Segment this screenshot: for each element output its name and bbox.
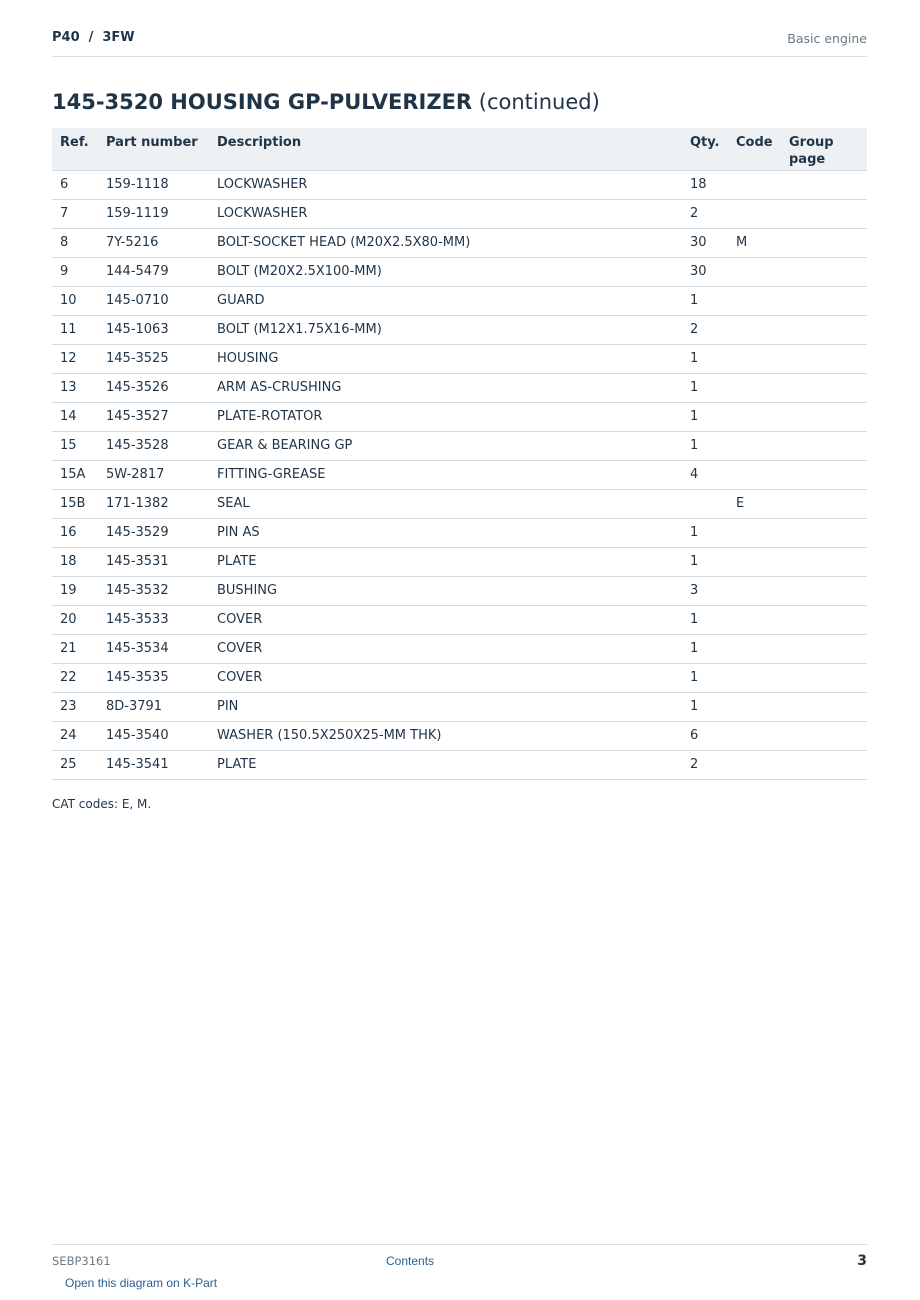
cell-qty: 1 (682, 431, 728, 460)
title-suffix: (continued) (478, 90, 600, 114)
col-header-part-number: Part number (98, 128, 209, 170)
cell-qty: 30 (682, 257, 728, 286)
table-row (52, 431, 867, 460)
cell-ref: 23 (52, 692, 98, 721)
cell-qty: 2 (682, 199, 728, 228)
table-row (52, 663, 867, 692)
open-kpart-link[interactable]: Open this diagram on K-Part (65, 1276, 218, 1290)
contents-link[interactable]: Contents (386, 1254, 435, 1268)
cell-ref: 14 (52, 402, 98, 431)
cell-part-number: 7Y-5216 (98, 228, 209, 257)
cell-part-number: 145-3535 (98, 663, 209, 692)
table-row (52, 199, 867, 228)
cell-group-page (781, 489, 867, 518)
cell-part-number: 145-3541 (98, 750, 209, 779)
cell-qty: 1 (682, 605, 728, 634)
cell-qty: 1 (682, 547, 728, 576)
cell-code: E (728, 489, 781, 518)
cat-codes-note: CAT codes: E, M. (52, 797, 152, 811)
cell-group-page (781, 170, 867, 199)
cell-code: M (728, 228, 781, 257)
cell-part-number: 145-3526 (98, 373, 209, 402)
group-title: 145-3520 HOUSING GP-PULVERIZER (52, 90, 473, 114)
cell-qty: 1 (682, 373, 728, 402)
cell-group-page (781, 692, 867, 721)
page-number: 3 (857, 1253, 867, 1269)
cell-part-number: 145-0710 (98, 286, 209, 315)
cell-description: COVER (209, 605, 682, 634)
col-header-description: Description (209, 128, 682, 170)
cell-part-number: 171-1382 (98, 489, 209, 518)
table-row (52, 373, 867, 402)
cell-group-page (781, 228, 867, 257)
cell-qty: 1 (682, 634, 728, 663)
cell-ref: 18 (52, 547, 98, 576)
cell-ref: 12 (52, 344, 98, 373)
cell-group-page (781, 402, 867, 431)
cell-code (728, 286, 781, 315)
table-header-row (52, 128, 867, 170)
cell-code (728, 634, 781, 663)
table-row (52, 634, 867, 663)
cell-ref: 13 (52, 373, 98, 402)
cell-description: SEAL (209, 489, 682, 518)
cell-ref: 15 (52, 431, 98, 460)
table-row (52, 315, 867, 344)
breadcrumb (52, 30, 135, 45)
cell-group-page (781, 634, 867, 663)
cell-ref: 19 (52, 576, 98, 605)
table-row (52, 518, 867, 547)
cell-ref: 24 (52, 721, 98, 750)
table-row (52, 692, 867, 721)
cell-code (728, 373, 781, 402)
cell-qty: 30 (682, 228, 728, 257)
cell-qty: 1 (682, 402, 728, 431)
cell-ref: 7 (52, 199, 98, 228)
cell-ref: 8 (52, 228, 98, 257)
section-label: Basic engine (787, 31, 867, 46)
cell-group-page (781, 257, 867, 286)
cell-code (728, 576, 781, 605)
cell-part-number: 159-1119 (98, 199, 209, 228)
cell-description: GUARD (209, 286, 682, 315)
col-header-ref: Ref. (52, 128, 98, 170)
cell-ref: 16 (52, 518, 98, 547)
cell-code (728, 344, 781, 373)
cell-description: BUSHING (209, 576, 682, 605)
cell-qty: 2 (682, 315, 728, 344)
cell-description: HOUSING (209, 344, 682, 373)
cell-part-number: 144-5479 (98, 257, 209, 286)
cell-part-number: 145-1063 (98, 315, 209, 344)
cell-qty: 3 (682, 576, 728, 605)
page-footer (52, 1244, 867, 1275)
cell-code (728, 692, 781, 721)
cell-group-page (781, 373, 867, 402)
document-id: SEBP3161 (52, 1254, 111, 1268)
cell-description: GEAR & BEARING GP (209, 431, 682, 460)
cell-group-page (781, 199, 867, 228)
cell-group-page (781, 431, 867, 460)
cell-group-page (781, 721, 867, 750)
cell-part-number: 145-3540 (98, 721, 209, 750)
cell-part-number: 145-3534 (98, 634, 209, 663)
cell-qty: 4 (682, 460, 728, 489)
cell-group-page (781, 750, 867, 779)
cell-description: LOCKWASHER (209, 170, 682, 199)
cell-qty: 1 (682, 518, 728, 547)
cell-qty: 1 (682, 286, 728, 315)
table-row (52, 489, 867, 518)
cell-description: LOCKWASHER (209, 199, 682, 228)
cell-code (728, 605, 781, 634)
table-row (52, 721, 867, 750)
cell-group-page (781, 518, 867, 547)
cell-description: PIN AS (209, 518, 682, 547)
cell-group-page (781, 315, 867, 344)
cell-code (728, 750, 781, 779)
cell-code (728, 402, 781, 431)
page-header (52, 28, 867, 57)
cell-description: BOLT (M12X1.75X16-MM) (209, 315, 682, 344)
cell-description: BOLT-SOCKET HEAD (M20X2.5X80-MM) (209, 228, 682, 257)
cell-part-number: 5W-2817 (98, 460, 209, 489)
col-header-code: Code (728, 128, 781, 170)
parts-table (52, 128, 867, 780)
cell-ref: 15A (52, 460, 98, 489)
table-row (52, 257, 867, 286)
cell-code (728, 170, 781, 199)
cell-ref: 22 (52, 663, 98, 692)
serial-prefix-label: 3FW (102, 30, 135, 45)
table-row (52, 750, 867, 779)
cell-description: PLATE (209, 750, 682, 779)
cell-description: PLATE-ROTATOR (209, 402, 682, 431)
breadcrumb-separator: / (88, 30, 94, 45)
cell-qty: 18 (682, 170, 728, 199)
cell-part-number: 8D-3791 (98, 692, 209, 721)
parts-table-body (52, 170, 867, 779)
cell-ref: 21 (52, 634, 98, 663)
cell-qty (682, 489, 728, 518)
cell-qty: 6 (682, 721, 728, 750)
cell-description: PLATE (209, 547, 682, 576)
cell-part-number: 159-1118 (98, 170, 209, 199)
table-row (52, 228, 867, 257)
cell-ref: 9 (52, 257, 98, 286)
table-row (52, 605, 867, 634)
cell-ref: 25 (52, 750, 98, 779)
cell-code (728, 663, 781, 692)
cell-code (728, 257, 781, 286)
table-row (52, 170, 867, 199)
cell-description: WASHER (150.5X250X25-MM THK) (209, 721, 682, 750)
cell-part-number: 145-3527 (98, 402, 209, 431)
cell-part-number: 145-3531 (98, 547, 209, 576)
cell-part-number: 145-3525 (98, 344, 209, 373)
cell-description: BOLT (M20X2.5X100-MM) (209, 257, 682, 286)
cell-description: COVER (209, 663, 682, 692)
cell-part-number: 145-3533 (98, 605, 209, 634)
cell-description: ARM AS-CRUSHING (209, 373, 682, 402)
cell-group-page (781, 605, 867, 634)
col-header-qty: Qty. (682, 128, 728, 170)
col-header-group-page: Group page (781, 128, 867, 170)
cell-ref: 6 (52, 170, 98, 199)
cell-qty: 1 (682, 663, 728, 692)
cell-code (728, 460, 781, 489)
cell-description: FITTING-GREASE (209, 460, 682, 489)
table-row (52, 547, 867, 576)
cell-group-page (781, 576, 867, 605)
page-title (52, 90, 600, 114)
table-row (52, 344, 867, 373)
cell-group-page (781, 286, 867, 315)
cell-description: COVER (209, 634, 682, 663)
cell-qty: 1 (682, 344, 728, 373)
cell-group-page (781, 460, 867, 489)
cell-part-number: 145-3528 (98, 431, 209, 460)
cell-qty: 2 (682, 750, 728, 779)
cell-description: PIN (209, 692, 682, 721)
cell-code (728, 315, 781, 344)
model-label: P40 (52, 30, 80, 45)
cell-code (728, 518, 781, 547)
cell-group-page (781, 663, 867, 692)
cell-ref: 20 (52, 605, 98, 634)
cell-code (728, 431, 781, 460)
cell-group-page (781, 344, 867, 373)
cell-code (728, 547, 781, 576)
cell-code (728, 199, 781, 228)
table-row (52, 460, 867, 489)
table-row (52, 286, 867, 315)
cell-ref: 15B (52, 489, 98, 518)
cell-group-page (781, 547, 867, 576)
cell-ref: 11 (52, 315, 98, 344)
cell-ref: 10 (52, 286, 98, 315)
table-row (52, 402, 867, 431)
cell-qty: 1 (682, 692, 728, 721)
table-row (52, 576, 867, 605)
cell-part-number: 145-3532 (98, 576, 209, 605)
cell-part-number: 145-3529 (98, 518, 209, 547)
cell-code (728, 721, 781, 750)
